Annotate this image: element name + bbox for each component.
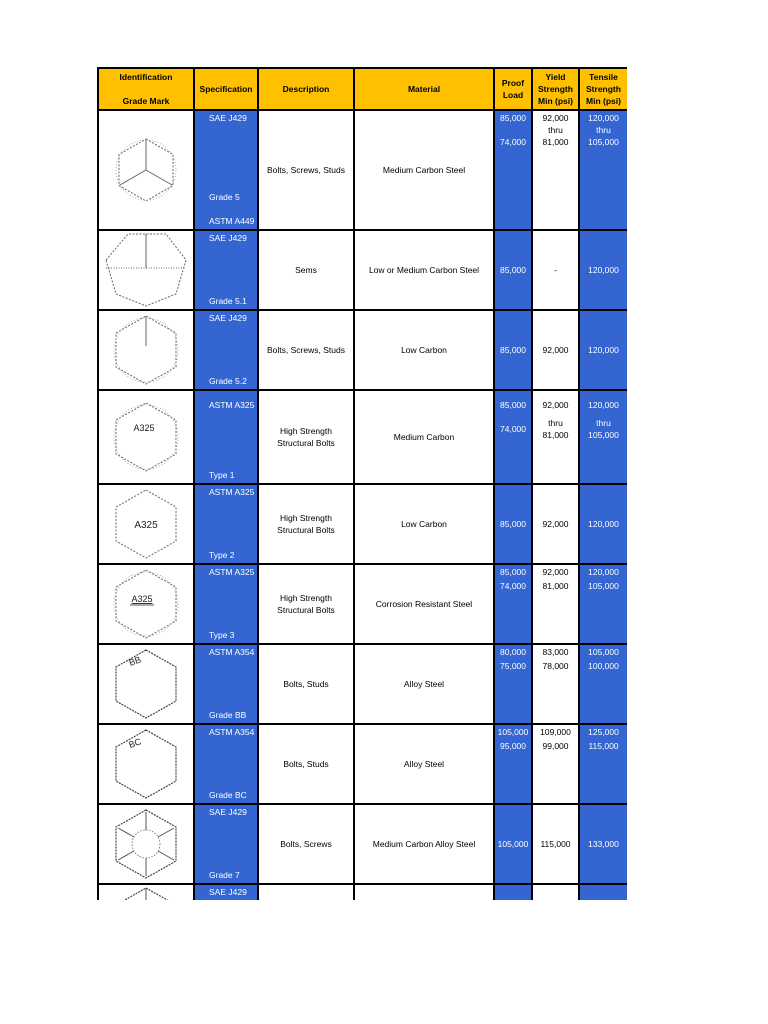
header-yield-strength: Yield Strength Min (psi) [532, 68, 579, 110]
header-identification: Identification Grade Mark [98, 68, 194, 110]
header-tensile-strength: Tensile Strength Min (psi) [579, 68, 627, 110]
hex-bolt-bb-stamp-icon [110, 647, 182, 721]
material-cell: Medium Carbon Steel [354, 110, 494, 230]
table-row [98, 230, 627, 310]
svg-text:A325: A325 [131, 594, 153, 604]
material-cell: Alloy Steel [354, 724, 494, 804]
svg-text:BB: BB [127, 654, 143, 668]
yield-strength-cell: 109,000 99,000 [532, 724, 579, 804]
table-row [98, 804, 627, 884]
material-cell: Alloy Steel [354, 644, 494, 724]
svg-text:A325: A325 [134, 520, 158, 531]
table-row [98, 110, 627, 230]
specification-cell: SAE J429 Grade 5 ASTM A449 [194, 110, 258, 230]
hex-bolt-a325-underlined-stamp-icon [110, 567, 182, 641]
description-cell: High Strength Structural Bolts [258, 564, 354, 644]
svg-text:A325: A325 [133, 423, 155, 433]
yield-strength-cell: 92,000 [532, 310, 579, 390]
specification-cell: SAE J429 [194, 884, 258, 900]
table-row [98, 484, 627, 564]
tensile-strength-cell: 125,000 115,000 [579, 724, 627, 804]
hex-bolt-a325-stamp-icon [110, 399, 182, 475]
table-row [98, 724, 627, 804]
grade-mark-cell [98, 724, 194, 804]
yield-strength-cell: 92,000 [532, 484, 579, 564]
description-cell: High Strength Structural Bolts [258, 484, 354, 564]
proof-load-cell: 85,000 [494, 484, 532, 564]
proof-load-cell [494, 884, 532, 900]
grade-mark-cell [98, 484, 194, 564]
grade-mark-cell [98, 390, 194, 484]
hex-bolt-six-radial-lines-icon [108, 807, 184, 881]
tensile-strength-cell: 120,000 [579, 310, 627, 390]
tensile-strength-cell: 120,000 thru 105,000 [579, 390, 627, 484]
yield-strength-cell: 92,000 thru 81,000 [532, 390, 579, 484]
header-row [98, 68, 627, 110]
yield-strength-cell: - [532, 230, 579, 310]
specification-cell: ASTM A325 Type 1 [194, 390, 258, 484]
table-row [98, 884, 627, 900]
description-cell: Bolts, Studs [258, 644, 354, 724]
description-cell: Bolts, Screws, Studs [258, 310, 354, 390]
tensile-strength-cell: 120,000 thru 105,000 [579, 110, 627, 230]
hex-bolt-single-line-icon [110, 313, 182, 387]
header-description: Description [258, 68, 354, 110]
table-row [98, 390, 627, 484]
proof-load-cell: 85,000 74,000 [494, 110, 532, 230]
material-cell: Low Carbon [354, 310, 494, 390]
material-cell: Low or Medium Carbon Steel [354, 230, 494, 310]
tensile-strength-cell: 120,000 105,000 [579, 564, 627, 644]
proof-load-cell: 85,000 [494, 230, 532, 310]
hex-bolt-bc-stamp-icon [110, 727, 182, 801]
table-row [98, 644, 627, 724]
bolt-grade-table [97, 67, 627, 900]
yield-strength-cell [532, 884, 579, 900]
proof-load-cell: 80,000 75,000 [494, 644, 532, 724]
table-row [98, 310, 627, 390]
header-material: Material [354, 68, 494, 110]
specification-cell: SAE J429 Grade 5.1 [194, 230, 258, 310]
grade-mark-cell [98, 804, 194, 884]
tensile-strength-cell: 133,000 [579, 804, 627, 884]
proof-load-cell: 105,000 [494, 804, 532, 884]
material-cell: Medium Carbon Alloy Steel [354, 804, 494, 884]
specification-cell: ASTM A354 Grade BC [194, 724, 258, 804]
description-cell [258, 884, 354, 900]
description-cell: Bolts, Screws [258, 804, 354, 884]
tensile-strength-cell: 120,000 [579, 484, 627, 564]
hex-bolt-partial-icon [108, 885, 184, 900]
hex-bolt-three-radial-lines-icon [111, 135, 181, 205]
tensile-strength-cell: 120,000 [579, 230, 627, 310]
hex-bolt-crosshair-icon [101, 233, 191, 307]
proof-load-cell: 105,000 95,000 [494, 724, 532, 804]
description-cell: High Strength Structural Bolts [258, 390, 354, 484]
proof-load-cell: 85,000 [494, 310, 532, 390]
yield-strength-cell: 115,000 [532, 804, 579, 884]
specification-cell: SAE J429 Grade 5.2 [194, 310, 258, 390]
description-cell: Bolts, Studs [258, 724, 354, 804]
table-row [98, 564, 627, 644]
header-specification: Specification [194, 68, 258, 110]
yield-strength-cell: 92,000 thru 81,000 [532, 110, 579, 230]
material-cell: Medium Carbon [354, 390, 494, 484]
proof-load-cell: 85,000 74,000 [494, 564, 532, 644]
description-cell: Sems [258, 230, 354, 310]
yield-strength-cell: 92,000 81,000 [532, 564, 579, 644]
grade-mark-cell [98, 110, 194, 230]
header-proof-load: Proof Load [494, 68, 532, 110]
svg-text:BC: BC [127, 736, 143, 751]
description-cell: Bolts, Screws, Studs [258, 110, 354, 230]
grade-mark-cell [98, 884, 194, 900]
specification-cell: SAE J429 Grade 7 [194, 804, 258, 884]
bolt-grade-table-sheet [97, 67, 627, 900]
hex-bolt-a325-stamp-icon [110, 487, 182, 561]
grade-mark-cell [98, 564, 194, 644]
specification-cell: ASTM A325 Type 3 [194, 564, 258, 644]
yield-strength-cell: 83,000 78,000 [532, 644, 579, 724]
proof-load-cell: 85,000 74,000 [494, 390, 532, 484]
tensile-strength-cell: 105,000 100,000 [579, 644, 627, 724]
tensile-strength-cell [579, 884, 627, 900]
material-cell: Corrosion Resistant Steel [354, 564, 494, 644]
material-cell: Low Carbon [354, 484, 494, 564]
material-cell [354, 884, 494, 900]
specification-cell: ASTM A325 Type 2 [194, 484, 258, 564]
grade-mark-cell [98, 230, 194, 310]
specification-cell: ASTM A354 Grade BB [194, 644, 258, 724]
grade-mark-cell [98, 310, 194, 390]
grade-mark-cell [98, 644, 194, 724]
